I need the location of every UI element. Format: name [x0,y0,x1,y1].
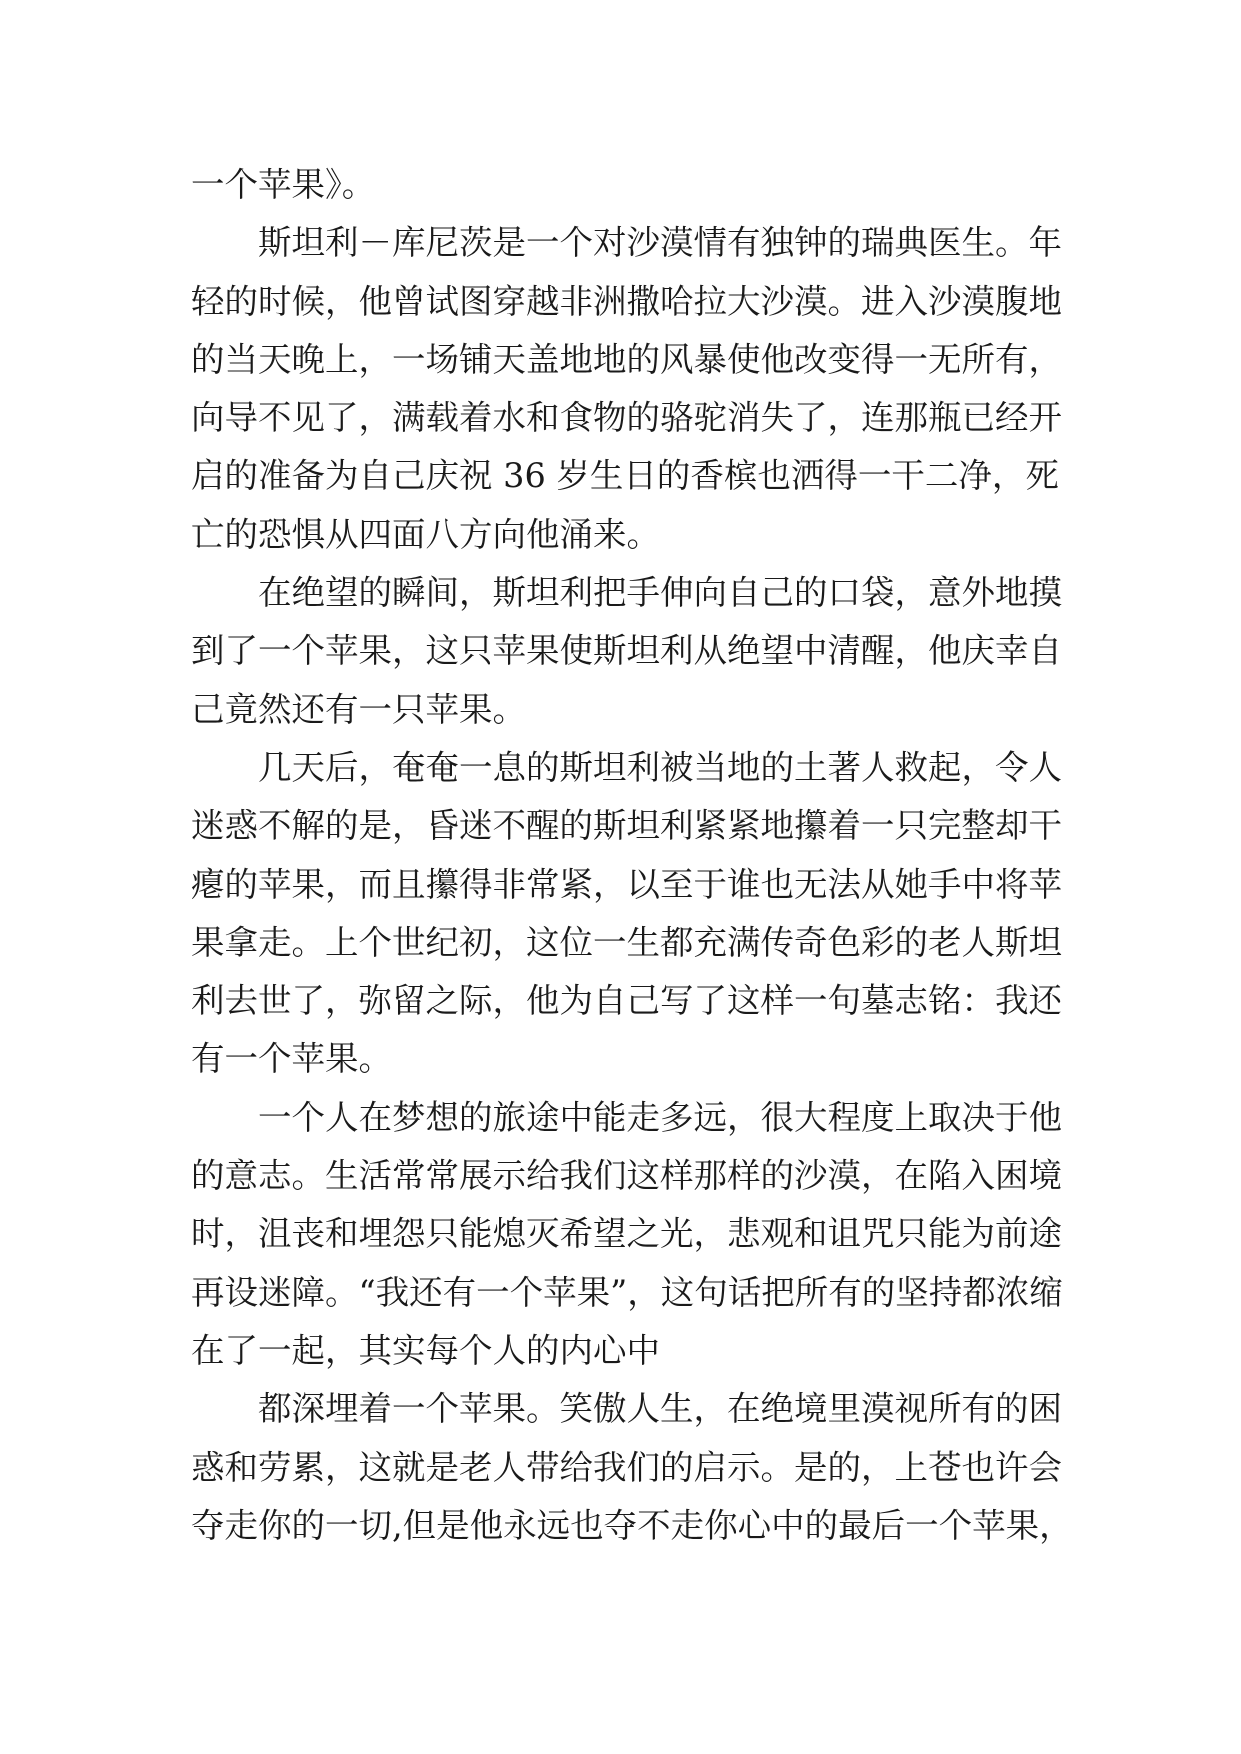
text-line: 利去世了，弥留之际，他为自己写了这样一句墓志铭：我还 [191,981,1062,1021]
text-line: 一个苹果》。 [191,165,376,204]
text-line: 时，沮丧和埋怨只能熄灭希望之光，悲观和诅咒只能为前途 [191,1214,1062,1254]
text-line: 在了一起，其实每个人的内心中 [191,1330,660,1370]
text-line: 己竟然还有一只苹果。 [191,689,526,729]
text-line: 惑和劳累，这就是老人带给我们的启示。是的，上苍也许会 [191,1447,1062,1487]
body-text [191,156,1073,1555]
text-line: 几天后，奄奄一息的斯坦利被当地的土著人救起，令人 [258,747,1062,787]
text-line: 迷惑不解的是，昏迷不醒的斯坦利紧紧地攥着一只完整却干 [191,806,1062,846]
text-line: 瘪的苹果，而且攥得非常紧，以至于谁也无法从她手中将苹 [191,864,1062,904]
text-line: 到了一个苹果，这只苹果使斯坦利从绝望中清醒，他庆幸自 [191,631,1062,671]
text-line: 的意志。生活常常展示给我们这样那样的沙漠，在陷入困境 [191,1156,1062,1196]
text-line: 向导不见了，满载着水和食物的骆驼消失了，连那瓶已经开 [191,398,1062,438]
text-line: 轻的时候，他曾试图穿越非洲撒哈拉大沙漠。进入沙漠腹地 [191,281,1062,321]
text-line: 一个人在梦想的旅途中能走多远，很大程度上取决于他 [258,1097,1062,1137]
text-line: 的当天晚上，一场铺天盖地地的风暴使他改变得一无所有， [191,339,1062,379]
text-line: 夺走你的一切,但是他永远也夺不走你心中的最后一个苹果， [191,1505,1073,1545]
text-line: 亡的恐惧从四面八方向他涌来。 [191,514,660,554]
text-line: 都深埋着一个苹果。笑傲人生，在绝境里漠视所有的困 [258,1389,1062,1429]
text-line: 斯坦利－库尼茨是一个对沙漠情有独钟的瑞典医生。年 [258,223,1062,263]
text-line: 再设迷障。“我还有一个苹果”，这句话把所有的坚持都浓缩 [191,1272,1063,1312]
text-line: 启的准备为自己庆祝 36 岁生日的香槟也洒得一干二净，死 [191,456,1059,496]
text-line: 在绝望的瞬间，斯坦利把手伸向自己的口袋，意外地摸 [258,573,1062,613]
text-line: 有一个苹果。 [191,1039,392,1079]
text-line: 果拿走。上个世纪初，这位一生都充满传奇色彩的老人斯坦 [191,922,1062,962]
